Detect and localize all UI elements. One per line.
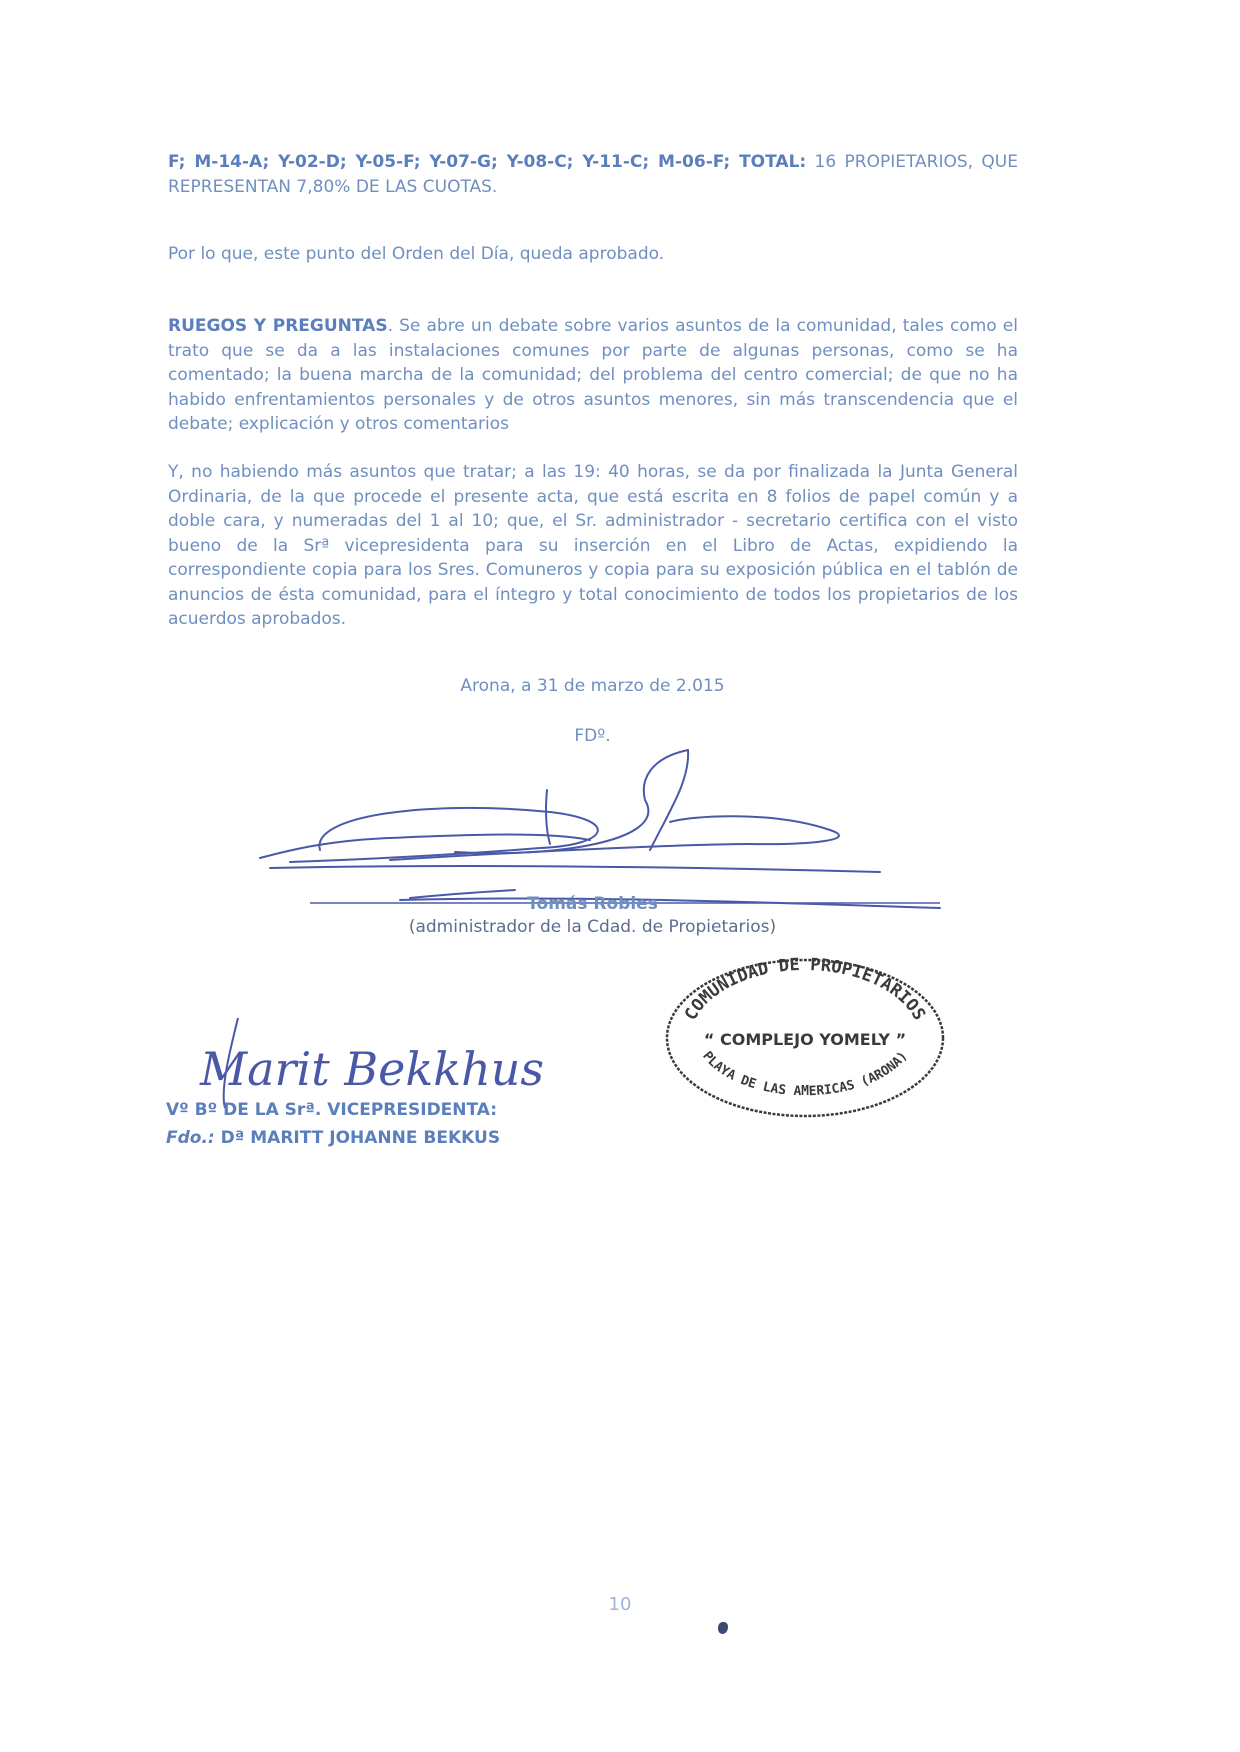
page-number: 10 <box>608 1594 632 1615</box>
continuation-paragraph <box>168 150 1018 199</box>
svg-text:COMUNIDAD DE PROPIETARIOS <box>681 955 929 1024</box>
place-date: Arona, a 31 de marzo de 2.015 <box>460 676 725 696</box>
vicepresident-signature <box>190 1000 544 1110</box>
stamp-graphic <box>660 950 950 1120</box>
administrator-name: Tomás Robles <box>527 894 658 914</box>
apartment-list: F; M-14-A; Y-02-D; Y-05-F; Y-07-G; Y-08-C; Y-11-C; M-06-F; TOTAL: <box>168 152 807 172</box>
closing-paragraph: Y, no habiendo más asuntos que tratar; a las 19: 40 horas, se da por finalizada la Junta General Ordinaria, de la que procede el presente acta, que está escrita en 8 folios de papel común y a doble cara, y numeradas del 1 al 10; que, el Sr. administrador - secretario certifica con el visto bueno de la Srª vicepresidenta para su inserción en el Libro de Actas, expidiendo la correspondiente copia para los Sres. Comuneros y copia para su exposición pública en el tablón de anuncios de ésta comunidad, para el íntegro y total conocimiento de todos los propietarios de los acuerdos aprobados. <box>168 462 1018 629</box>
total-text: 16 PROPIETARIOS, QUE REPRESENTAN 7,80% DE LAS CUOTAS. <box>168 152 1018 197</box>
ruegos-text: . Se abre un debate sobre varios asuntos de la comunidad, tales como el trato que se da a las instalaciones comunes por parte de algunas personas, como se ha comentado; la buena marcha de la comunidad; del problema del centro comercial; de que no ha habido enfrentamientos personales y de otros asuntos menores, sin más transcendencia que el debate; explicación y otros comentarios <box>168 316 1018 434</box>
ruegos-heading: RUEGOS Y PREGUNTAS <box>168 316 388 336</box>
approved-sentence: Por lo que, este punto del Orden del Día, queda aprobado. <box>168 244 665 264</box>
ink-spot <box>718 1622 728 1634</box>
community-stamp <box>660 950 950 1120</box>
ruegos-paragraph <box>168 314 1018 437</box>
fdo-vicepresident-label: Fdo.: <box>166 1128 215 1148</box>
vb-line: Vº Bº DE LA Srª. VICEPRESIDENTA: <box>166 1100 498 1120</box>
fdo-label: FDº. <box>574 726 611 746</box>
fdo-vicepresident <box>166 1128 500 1148</box>
stamp-middle-text: “ COMPLEJO YOMELY ” <box>703 1030 907 1049</box>
stamp-bottom-text: PLAYA DE LAS AMERICAS (ARONA) <box>699 1048 911 1100</box>
svg-text:PLAYA DE LAS AMERICAS (ARONA) <box>699 1049 911 1099</box>
vicepresident-signature-text: Marit Bekkhus <box>200 1042 544 1096</box>
fdo-vicepresident-name: Dª MARITT JOHANNE BEKKUS <box>214 1128 501 1148</box>
administrator-role: (administrador de la Cdad. de Propietarios) <box>408 917 777 937</box>
stamp-top-text: COMUNIDAD DE PROPIETARIOS <box>680 955 930 1024</box>
